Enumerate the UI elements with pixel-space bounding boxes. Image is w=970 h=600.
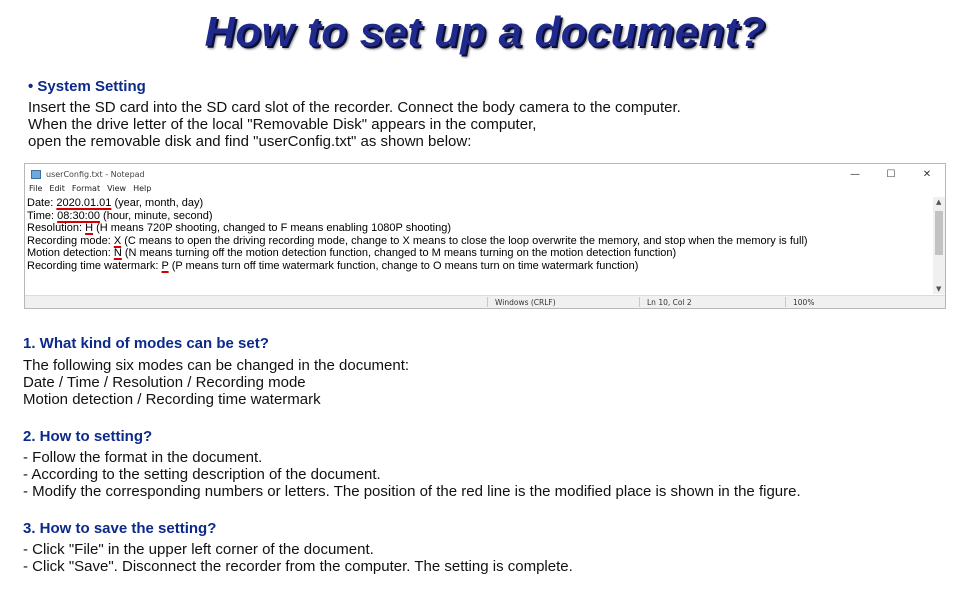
section1-text [23,357,409,408]
config-line-recording-mode: Recording mode: X (C means to open the driving recording mode, change to X means to close the loop overwrite the memory, and stop when the memory is full) [27,234,808,247]
notepad-status-bar [25,295,945,308]
minimize-icon[interactable]: — [850,168,860,180]
watermark-value: P [161,259,169,272]
resolution-value: H [85,222,94,235]
status-position: Ln 10, Col 2 [647,298,692,307]
notepad-icon [31,170,41,179]
section3-heading: 3. How to save the setting? [23,520,217,537]
time-value: 08:30:00 [57,209,100,222]
system-setting-text [28,99,681,150]
system-setting-heading: • System Setting [28,78,146,95]
page-title: How to set up a document? [204,8,766,55]
notepad-window-title: userConfig.txt - Notepad [46,169,145,179]
config-line-time: Time: 08:30:00 (hour, minute, second) [27,209,213,222]
close-icon[interactable]: ✕ [922,168,932,180]
maximize-icon[interactable]: ☐ [886,168,896,180]
config-line-date: Date: 2020.01.01 (year, month, day) [27,197,204,209]
paragraph-line: Motion detection / Recording time watermark [23,391,321,408]
status-encoding: Windows (CRLF) [495,298,556,307]
status-zoom: 100% [793,298,815,307]
paragraph-line: Date / Time / Resolution / Recording mode [23,374,306,391]
config-line-watermark: Recording time watermark: P (P means turn off time watermark function, change to O means turn on time watermark function) [27,259,639,272]
menu-file[interactable]: File [29,184,43,193]
notepad-text-area[interactable] [25,197,933,294]
section2-text [23,449,801,500]
paragraph-line: - Modify the corresponding numbers or letters. The position of the red line is the modified place is shown in the figure. [23,483,801,500]
section3-text [23,541,573,575]
config-line-motion-detection: Motion detection: N (N means turning off the motion detection function, changed to M means turning on the motion detection function) [27,247,677,260]
scrollbar-thumb[interactable] [935,211,943,255]
menu-format[interactable]: Format [71,184,101,193]
paragraph-line: - According to the setting description of the document. [23,466,381,483]
paragraph-line: Insert the SD card into the SD card slot of the recorder. Connect the body camera to the computer. [28,99,681,116]
paragraph-line: The following six modes can be changed in the document: [23,357,410,374]
section1-heading: 1. What kind of modes can be set? [23,335,269,352]
notepad-menu-bar [25,184,945,196]
paragraph-line: open the removable disk and find "userConfig.txt" as shown below: [28,133,472,150]
motion-detection-value: N [113,247,122,260]
vertical-scrollbar[interactable] [933,197,945,294]
recording-mode-value: X [113,234,122,247]
paragraph-line: - Click "Save". Disconnect the recorder from the computer. The setting is complete. [23,558,573,575]
scroll-down-icon[interactable]: ▼ [936,285,942,293]
menu-view[interactable]: View [107,184,127,193]
section2-heading: 2. How to setting? [23,428,153,445]
menu-edit[interactable]: Edit [49,184,65,193]
menu-help[interactable]: Help [133,184,152,193]
date-value: 2020.01.01 [56,197,112,209]
config-line-resolution: Resolution: H (H means 720P shooting, changed to F means enabling 1080P shooting) [27,222,451,235]
scroll-up-icon[interactable]: ▲ [936,198,942,206]
paragraph-line: - Follow the format in the document. [23,449,263,466]
paragraph-line: When the drive letter of the local "Removable Disk" appears in the computer, [28,116,537,133]
notepad-title-bar [25,164,945,184]
paragraph-line: - Click "File" in the upper left corner of the document. [23,541,374,558]
notepad-window [24,163,946,309]
